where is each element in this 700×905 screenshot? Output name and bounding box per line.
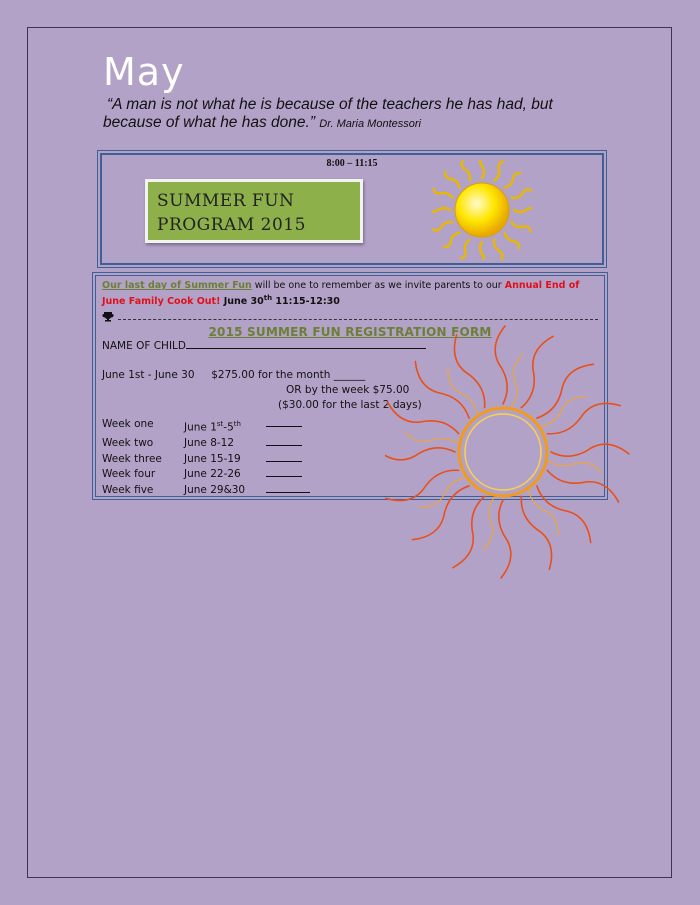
sun-outline-icon [385,322,645,592]
program-time: 8:00 – 11:15 [326,158,378,169]
program-header-box [97,150,607,268]
month-price: $275.00 for the month ______ [211,369,366,382]
program-title-box [145,179,363,243]
week-dates: June 1st-5th [184,420,241,434]
week-dates: June 22-26 [184,468,241,481]
month-heading: May [103,50,185,94]
week-blank[interactable] [266,452,302,462]
program-title-line2: PROGRAM 2015 [157,215,306,235]
week-label: Week three [102,452,162,465]
cut-line [102,311,598,322]
name-label: NAME OF CHILD [102,340,186,353]
week-label: Week four [102,468,156,481]
quote-text: “A man is not what he is because of the teachers he has had, but because of what he has done.” [103,96,553,131]
notice-date: June 30 [220,296,264,308]
notice-time: 11:15-12:30 [272,296,340,308]
last-days-row: ($30.00 for the last 2 days) [278,399,422,412]
quote [103,96,603,133]
notice-last-day: Our last day of Summer Fun [102,280,252,291]
week-blank[interactable] [266,417,302,427]
week-price-row: OR by the week $75.00 [286,384,410,397]
notice-text: will be one to remember as we invite parents to our [251,280,505,291]
month-range: June 1st - June 30 [102,369,195,382]
notice-date-sup: th [263,294,273,302]
notice-cookout: Annual End of June Family Cook Out! [102,280,580,308]
week-blank[interactable] [266,436,302,446]
week-label: Week five [102,483,154,496]
sun-icon [432,160,532,260]
cookout-notice [102,279,598,308]
week-label: Week two [102,437,154,450]
form-title: 2015 SUMMER FUN REGISTRATION FORM [208,325,492,340]
trophy-icon [102,311,114,322]
week-dates: June 15-19 [184,452,241,465]
week-label: Week one [102,418,154,431]
quote-author: Dr. Maria Montessori [319,118,421,130]
week-dates: June 29&30 [184,483,246,496]
week-blank[interactable] [266,483,310,493]
week-dates: June 8-12 [184,437,235,450]
program-title-line1: SUMMER FUN [157,191,295,211]
week-blank[interactable] [266,467,302,477]
